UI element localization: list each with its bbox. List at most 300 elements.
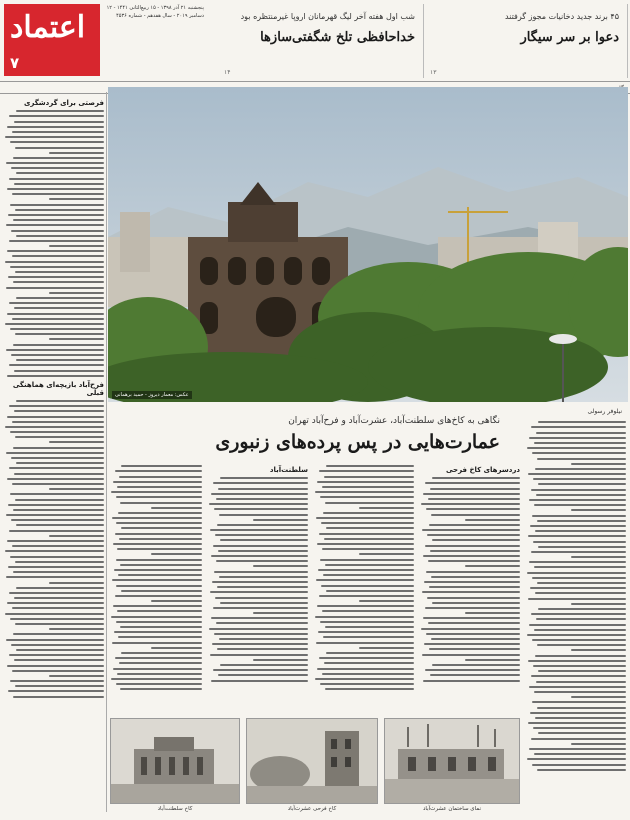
text-line (15, 623, 104, 625)
text-line (317, 543, 414, 545)
text-line (423, 493, 520, 495)
text-line (6, 162, 104, 164)
text-line (531, 551, 626, 553)
text-line (49, 675, 104, 677)
text-line (323, 512, 414, 514)
historic-photo-illustration (246, 719, 377, 804)
byline: نیلوفر رسولی (587, 408, 622, 415)
text-line (359, 553, 414, 555)
text-line (532, 764, 626, 766)
text-line (16, 524, 104, 526)
text-line (121, 527, 202, 529)
text-line (9, 364, 104, 366)
text-line (49, 198, 104, 200)
text-line (218, 550, 308, 552)
text-line (426, 508, 520, 510)
text-line (7, 250, 104, 252)
text-line (538, 546, 626, 548)
text-line (6, 349, 104, 351)
text-line (323, 574, 414, 576)
text-line (220, 477, 308, 479)
text-line (537, 707, 626, 709)
text-line (9, 178, 104, 180)
text-line (214, 508, 308, 510)
text-line (49, 488, 104, 490)
bottom-photo-left (110, 718, 240, 804)
text-line (6, 287, 104, 289)
text-line (535, 530, 626, 532)
text-line (5, 261, 104, 263)
newspaper-logo[interactable] (4, 4, 100, 76)
text-line (536, 432, 626, 434)
text-line (14, 307, 104, 309)
text-line (322, 548, 414, 550)
text-line (422, 591, 520, 593)
text-line (16, 297, 104, 299)
text-line (6, 514, 104, 516)
text-line (16, 359, 104, 361)
text-line (425, 669, 520, 671)
article-title: عمارت‌هایی در پس پرده‌های زنبوری (215, 431, 500, 453)
text-line (530, 712, 626, 714)
text-line (535, 655, 626, 657)
text-line (151, 647, 202, 649)
page-number: ۷ (10, 54, 20, 72)
text-line (531, 675, 626, 677)
text-line (465, 565, 520, 567)
text-line (538, 732, 626, 734)
text-line (14, 410, 104, 412)
text-line (7, 313, 104, 315)
text-line (210, 529, 308, 531)
text-line (212, 581, 308, 583)
text-line (532, 639, 626, 641)
text-line (112, 517, 202, 519)
text-line (15, 499, 104, 501)
text-line (220, 664, 308, 666)
text-line (7, 416, 104, 418)
text-line (10, 266, 104, 268)
text-line (317, 668, 414, 670)
text-line (537, 582, 626, 584)
text-line (320, 496, 414, 498)
text-line (428, 622, 520, 624)
text-line (421, 628, 520, 630)
text-line (211, 680, 308, 682)
text-line (9, 530, 104, 532)
bottom-photo-right (384, 718, 520, 804)
text-line (7, 126, 104, 128)
text-line (7, 375, 104, 377)
text-line (425, 545, 520, 547)
text-line (359, 647, 414, 649)
article-subhead: دردسرهای کاخ فرحی (445, 466, 520, 474)
text-line (534, 504, 626, 506)
caption-middle: کاخ فرحی عشرت‌آباد (287, 806, 337, 812)
text-line (13, 571, 104, 573)
text-line (151, 553, 202, 555)
text-line (320, 621, 414, 623)
text-line (320, 559, 414, 561)
article-column-1 (526, 418, 626, 813)
text-line (111, 491, 202, 493)
text-line (533, 478, 626, 480)
text-line (12, 318, 104, 320)
teaser-cigarette[interactable] (424, 4, 628, 78)
text-line (5, 613, 104, 615)
text-line (16, 400, 104, 402)
text-line (318, 569, 414, 571)
text-line (116, 496, 202, 498)
text-line (7, 602, 104, 604)
left-column (4, 96, 104, 816)
teaser-page-ref: ۱۴ (224, 69, 231, 76)
text-line (325, 564, 414, 566)
text-line (531, 426, 626, 428)
left-column-text-block (4, 110, 104, 377)
text-line (9, 302, 104, 304)
text-line (319, 657, 414, 659)
text-line (536, 494, 626, 496)
text-line (113, 605, 202, 607)
text-line (319, 533, 414, 535)
text-line (12, 193, 104, 195)
text-line (530, 525, 626, 527)
text-line (571, 603, 626, 605)
text-line (430, 550, 520, 552)
column-divider (106, 92, 107, 812)
text-line (210, 654, 308, 656)
text-line (319, 470, 414, 472)
text-line (16, 649, 104, 651)
text-line (114, 631, 202, 633)
text-line (14, 597, 104, 599)
teaser-sports[interactable] (218, 4, 424, 78)
text-line (12, 421, 104, 423)
article-kicker: نگاهی به کاخ‌های سلطنت‌آباد، عشرت‌آباد و فرح‌آباد تهران (288, 416, 500, 426)
text-line (253, 519, 308, 521)
text-line (533, 665, 626, 667)
text-line (14, 183, 104, 185)
text-line (538, 670, 626, 672)
caption-right: نمای ساختمان عشرت‌آباد (422, 806, 481, 812)
text-line (431, 576, 520, 578)
text-line (12, 483, 104, 485)
article-text-block (314, 465, 414, 690)
text-line (211, 617, 308, 619)
text-line (10, 493, 104, 495)
text-line (571, 509, 626, 511)
text-line (114, 569, 202, 571)
text-line (325, 688, 414, 690)
text-line (49, 292, 104, 294)
text-line (527, 447, 626, 449)
text-line (12, 545, 104, 547)
text-line (13, 633, 104, 635)
text-line (219, 576, 308, 578)
text-line (318, 631, 414, 633)
text-line (220, 539, 308, 541)
text-line (9, 240, 104, 242)
text-line (534, 629, 626, 631)
text-line (359, 600, 414, 602)
text-line (324, 662, 414, 664)
text-line (426, 633, 520, 635)
left-column-title: فرصتی برای گردشگری (23, 99, 104, 107)
text-line (315, 678, 414, 680)
text-line (427, 597, 520, 599)
text-line (15, 147, 104, 149)
text-line (532, 452, 626, 454)
text-line (534, 753, 626, 755)
text-line (571, 463, 626, 465)
text-line (12, 255, 104, 257)
text-line (8, 566, 104, 568)
palace-photo-illustration (108, 87, 628, 402)
text-line (322, 673, 414, 675)
text-line (211, 555, 308, 557)
text-line (6, 639, 104, 641)
text-line (425, 607, 520, 609)
text-line (317, 605, 414, 607)
text-line (322, 486, 414, 488)
text-line (528, 722, 626, 724)
text-line (324, 538, 414, 540)
text-line (121, 652, 202, 654)
text-line (424, 643, 520, 645)
text-line (119, 476, 202, 478)
text-line (213, 545, 308, 547)
text-line (429, 586, 520, 588)
text-line (120, 564, 202, 566)
text-line (427, 534, 520, 536)
masthead (0, 0, 630, 82)
text-line (117, 486, 202, 488)
text-line (212, 643, 308, 645)
text-line (8, 276, 104, 278)
text-line (431, 514, 520, 516)
text-line (529, 748, 626, 750)
text-line (13, 344, 104, 346)
text-line (49, 152, 104, 154)
text-line (538, 421, 626, 423)
left-column-subhead: فرح‌آباد بازیچه‌ای هماهنگی قبلی (12, 380, 104, 397)
text-line (316, 579, 414, 581)
text-line (5, 136, 104, 138)
text-line (8, 690, 104, 692)
text-line (151, 600, 202, 602)
text-line (216, 498, 308, 500)
text-line (429, 648, 520, 650)
text-line (117, 673, 202, 675)
text-line (324, 476, 414, 478)
text-line (209, 628, 308, 630)
text-line (531, 738, 626, 740)
text-line (326, 527, 414, 529)
text-line (571, 556, 626, 558)
text-line (211, 493, 308, 495)
text-line (326, 465, 414, 467)
text-line (49, 628, 104, 630)
text-line (115, 595, 202, 597)
text-line (49, 338, 104, 340)
text-line (13, 219, 104, 221)
text-line (16, 462, 104, 464)
text-line (8, 214, 104, 216)
text-line (113, 543, 202, 545)
text-line (215, 534, 308, 536)
text-line (14, 370, 104, 372)
text-line (7, 188, 104, 190)
text-line (118, 512, 202, 514)
text-line (111, 678, 202, 680)
article-text-block (208, 477, 308, 681)
text-line (432, 539, 520, 541)
text-line (538, 483, 626, 485)
text-line (422, 529, 520, 531)
teaser-page-ref: ۱۳ (430, 69, 437, 76)
text-line (528, 473, 626, 475)
text-line (16, 110, 104, 112)
text-line (10, 328, 104, 330)
text-line (5, 426, 104, 428)
text-line (5, 550, 104, 552)
text-line (465, 612, 520, 614)
text-line (151, 507, 202, 509)
text-line (15, 271, 104, 273)
text-line (116, 559, 202, 561)
text-line (120, 688, 202, 690)
text-line (112, 642, 202, 644)
text-line (532, 701, 626, 703)
text-line (11, 519, 104, 521)
text-line (529, 624, 626, 626)
text-line (530, 587, 626, 589)
text-line (6, 224, 104, 226)
text-line (218, 674, 308, 676)
photo-credit: عکس: معمار دیروز - حمید برهمانی (112, 391, 192, 399)
text-line (316, 642, 414, 644)
text-line (49, 535, 104, 537)
text-line (537, 520, 626, 522)
text-line (315, 616, 414, 618)
text-line (15, 436, 104, 438)
text-line (16, 235, 104, 237)
text-line (10, 680, 104, 682)
text-line (14, 659, 104, 661)
historic-photo-illustration (384, 719, 519, 804)
text-line (321, 522, 414, 524)
text-line (538, 608, 626, 610)
text-line (571, 743, 626, 745)
text-line (359, 507, 414, 509)
text-line (216, 622, 308, 624)
article-subhead: سلطنت‌آباد (269, 466, 308, 474)
text-line (209, 503, 308, 505)
text-line (533, 541, 626, 543)
teaser-kicker: شب اول هفته آخر لیگ قهرمانان اروپا غیرمنتظره بود (240, 12, 415, 21)
text-line (5, 323, 104, 325)
text-line (428, 498, 520, 500)
text-line (116, 683, 202, 685)
text-line (531, 613, 626, 615)
text-line (215, 597, 308, 599)
text-line (121, 465, 202, 467)
text-line (111, 616, 202, 618)
text-line (316, 517, 414, 519)
teaser-headline: دعوا بر سر سیگار (520, 30, 619, 45)
text-line (49, 245, 104, 247)
text-line (422, 654, 520, 656)
text-line (536, 681, 626, 683)
text-line (537, 644, 626, 646)
text-line (315, 491, 414, 493)
text-line (430, 674, 520, 676)
text-line (121, 590, 202, 592)
text-line (10, 141, 104, 143)
text-line (529, 561, 626, 563)
article-column-4 (208, 462, 308, 712)
text-line (528, 598, 626, 600)
text-line (11, 167, 104, 169)
text-line (112, 579, 202, 581)
text-line (537, 769, 626, 771)
article-text-block (526, 421, 626, 771)
text-line (253, 565, 308, 567)
article-text-block (420, 477, 520, 681)
text-line (529, 437, 626, 439)
text-line (118, 636, 202, 638)
text-line (213, 482, 308, 484)
text-line (11, 644, 104, 646)
text-line (49, 441, 104, 443)
article-column-5 (110, 462, 202, 712)
text-line (12, 131, 104, 133)
text-line (217, 586, 308, 588)
left-column-text-block (4, 400, 104, 698)
text-line (423, 680, 520, 682)
text-line (320, 683, 414, 685)
text-line (528, 535, 626, 537)
text-line (536, 618, 626, 620)
text-line (528, 660, 626, 662)
text-line (116, 621, 202, 623)
text-line (116, 585, 202, 587)
text-line (9, 405, 104, 407)
text-line (219, 638, 308, 640)
text-line (535, 592, 626, 594)
text-line (326, 652, 414, 654)
text-line (14, 121, 104, 123)
article-text-block (110, 465, 202, 690)
text-line (534, 691, 626, 693)
text-line (15, 685, 104, 687)
text-line (321, 585, 414, 587)
text-line (426, 571, 520, 573)
text-line (423, 555, 520, 557)
text-line (49, 582, 104, 584)
text-line (9, 654, 104, 656)
text-line (253, 659, 308, 661)
text-line (6, 576, 104, 578)
text-line (115, 533, 202, 535)
text-line (213, 669, 308, 671)
text-line (15, 209, 104, 211)
text-line (423, 617, 520, 619)
teaser-headline: خداحافظی تلخ شگفتی‌سازها (260, 30, 415, 45)
text-line (13, 447, 104, 449)
text-line (535, 468, 626, 470)
